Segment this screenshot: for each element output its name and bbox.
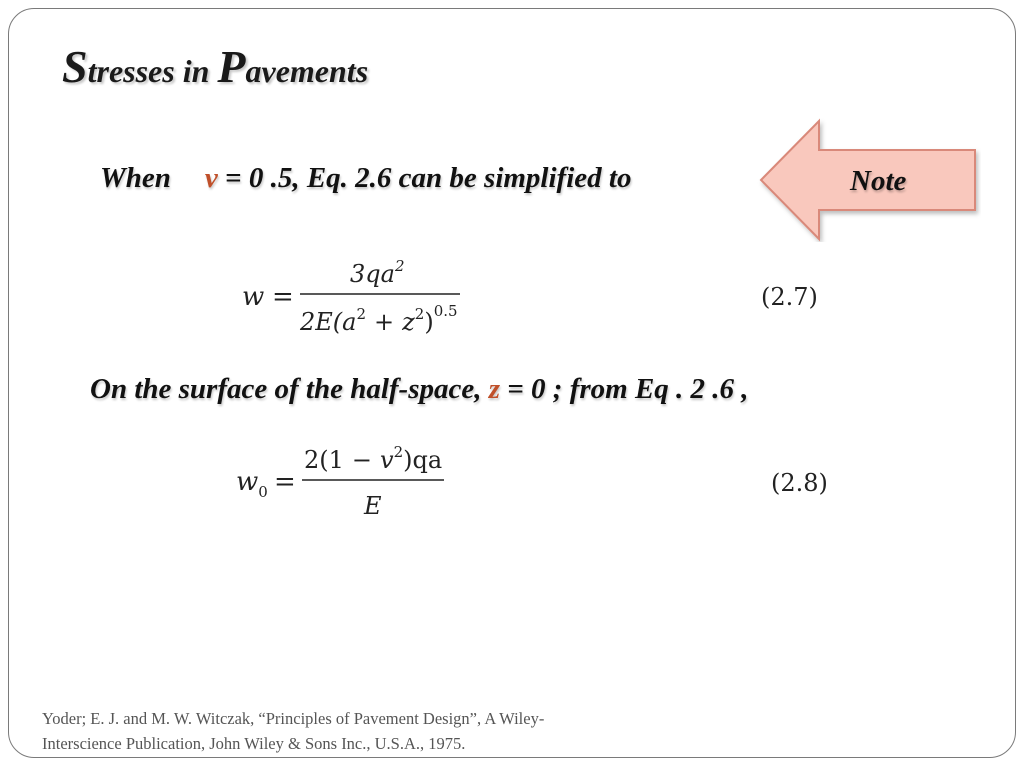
title-part-2: avements	[245, 53, 369, 89]
eq27-equals: =	[272, 282, 294, 312]
variable-z: z	[488, 373, 501, 405]
eq28-numerator: $2(1 - v^2)qa$	[304, 443, 443, 474]
statement-line-1	[100, 162, 631, 195]
title-part-1: tresses in	[87, 53, 218, 89]
equation-number-2-8: (2.8)	[771, 469, 828, 497]
eq27-lhs: w	[242, 282, 265, 312]
statement-1-rest: = 0 .5, Eq. 2.6 can be simplified to	[217, 162, 632, 194]
equation-number-2-7: (2.7)	[761, 283, 818, 311]
slide-title	[62, 40, 368, 93]
equation-2-8	[232, 436, 462, 522]
equation-2-7	[238, 250, 478, 340]
variable-v: v	[204, 162, 218, 194]
statement-line-2	[90, 373, 749, 406]
statement-2-lead: On the surface of the half-space,	[90, 373, 489, 405]
eq27-numerator: $3qa^2$	[350, 257, 405, 288]
eq28-denominator: E	[364, 492, 382, 520]
title-initial-s: S	[62, 41, 88, 92]
eq27-denominator: $2E(a^2 + z^2)^{0.5}$	[300, 302, 458, 336]
eq28-lhs: $w_0$	[236, 467, 268, 501]
title-initial-p: P	[217, 41, 246, 92]
statement-2-rest: = 0 ; from Eq . 2 .6 ,	[500, 373, 749, 405]
note-label: Note	[850, 165, 907, 197]
eq28-equals: =	[274, 467, 296, 497]
statement-1-lead: When	[100, 162, 171, 194]
citation-footnote: Yoder; E. J. and M. W. Witczak, “Principles of Pavement Design”, A Wiley-Interscience Publication, John Wiley & Sons Inc., U.S.A., 1975.	[42, 709, 545, 753]
